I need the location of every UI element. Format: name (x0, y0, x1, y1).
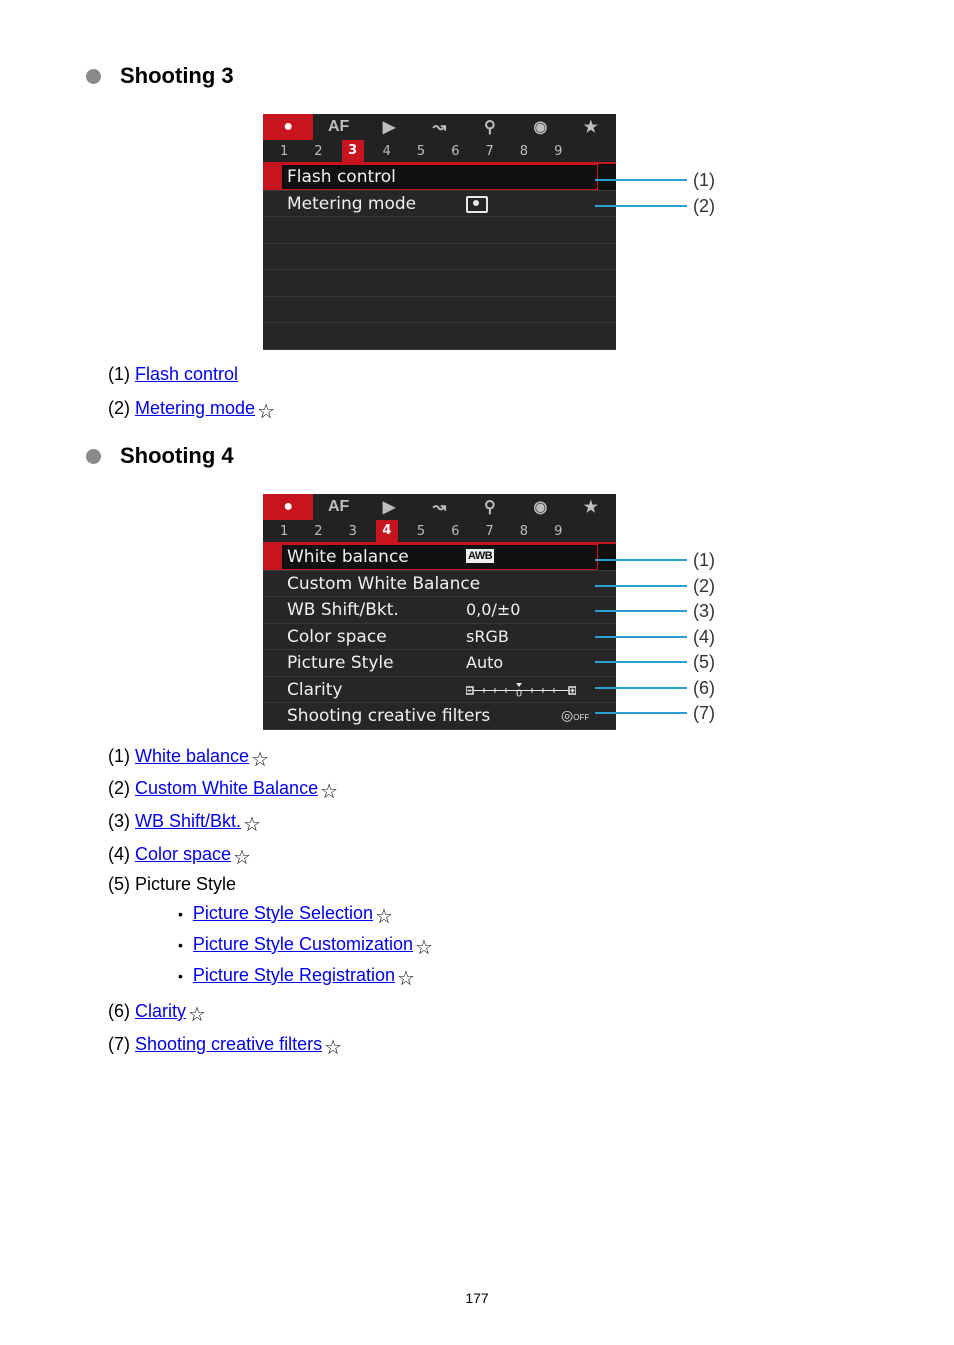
camera-tab-icon[interactable]: ● (263, 114, 313, 140)
menu-row-flash-control[interactable] (263, 164, 616, 191)
item-number: (1) (108, 746, 130, 766)
camera-menu-screen-shooting-4 (263, 494, 616, 730)
star-icon: ☆ (243, 814, 261, 836)
menu-row-custom-white-balance[interactable] (263, 571, 616, 598)
subtab-9[interactable]: 9 (554, 143, 563, 159)
callout-line (595, 205, 687, 207)
item-text: Picture Style (135, 874, 237, 894)
empty-menu-row (263, 270, 616, 297)
callout-3 (595, 601, 715, 621)
link-picture-style-registration[interactable]: Picture Style Registration (192, 965, 395, 985)
subtab-7[interactable]: 7 (485, 143, 494, 159)
star-icon: ☆ (375, 906, 393, 928)
bullet-icon: • (178, 967, 183, 984)
evaluative-metering-icon (466, 196, 488, 213)
list-item (108, 999, 206, 1024)
playback-tab-icon[interactable]: ▶ (382, 119, 396, 136)
menu-row-value: 0,0/±0 (466, 600, 521, 619)
link-wb-shift[interactable]: WB Shift/Bkt. (135, 811, 242, 831)
link-color-space[interactable]: Color space (135, 844, 232, 864)
star-icon: ☆ (415, 937, 433, 959)
star-icon: ☆ (324, 1037, 343, 1059)
callout-line (595, 179, 687, 181)
menu-row-picture-style[interactable] (263, 650, 616, 677)
menu-row-wb-shift[interactable] (263, 597, 616, 624)
subtab-2[interactable]: 2 (314, 143, 323, 159)
empty-menu-row (263, 297, 616, 324)
callout-label: (7) (693, 702, 715, 723)
bullet-icon: • (178, 936, 183, 953)
empty-menu-row (263, 217, 616, 244)
clarity-scale-icon (466, 683, 576, 697)
menu-row-label: Custom White Balance (287, 573, 481, 594)
callout-label: (6) (693, 677, 715, 698)
item-number: (4) (108, 844, 130, 864)
callout-2 (595, 196, 715, 216)
playback-tab-icon[interactable]: ▶ (382, 499, 396, 516)
menu-row-label: Flash control (287, 167, 396, 187)
link-custom-white-balance[interactable]: Custom White Balance (135, 778, 319, 798)
callout-1 (595, 170, 715, 190)
subtab-6[interactable]: 6 (451, 143, 460, 159)
subtab-1[interactable]: 1 (280, 143, 289, 159)
list-item (108, 396, 275, 421)
subtab-3[interactable]: 3 (348, 523, 357, 539)
callout-line (595, 585, 687, 587)
subtab-1[interactable]: 1 (280, 523, 289, 539)
item-number: (3) (108, 811, 130, 831)
wireless-tab-icon[interactable]: ↝ (432, 499, 447, 516)
camera-tab-icon[interactable]: ● (263, 494, 313, 520)
menu-row-label: Clarity (287, 679, 343, 700)
callout-label: (4) (693, 626, 715, 647)
callout-line (595, 610, 687, 612)
star-icon: ☆ (233, 847, 251, 869)
callout-label: (2) (693, 195, 715, 216)
link-shooting-creative-filters[interactable]: Shooting creative filters (135, 1034, 323, 1054)
subtab-4-active[interactable]: 4 (376, 520, 398, 542)
list-item (108, 842, 251, 867)
awb-icon: AWB (468, 550, 493, 562)
list-item (108, 364, 238, 385)
star-icon: ☆ (251, 749, 270, 771)
callout-line (595, 712, 687, 714)
callout-label: (5) (693, 651, 715, 672)
my-menu-star-icon[interactable]: ★ (583, 499, 598, 516)
setup-tab-icon[interactable]: ⚲ (484, 119, 496, 136)
star-icon: ☆ (188, 1004, 206, 1026)
callout-4 (595, 627, 715, 647)
menu-row-label: White balance (287, 547, 409, 567)
list-item (108, 744, 269, 769)
subtab-4[interactable]: 4 (382, 143, 391, 159)
menu-row-value: sRGB (466, 626, 509, 646)
custom-tab-icon[interactable]: ◉ (533, 499, 548, 516)
list-item (108, 776, 338, 801)
section-title: Shooting 3 (120, 63, 234, 88)
tab-icon-bar (263, 114, 616, 140)
link-metering-mode[interactable]: Metering mode (135, 398, 256, 418)
menu-row-white-balance[interactable] (263, 544, 616, 571)
subtab-6[interactable]: 6 (451, 523, 460, 539)
callout-label: (3) (693, 600, 715, 621)
callout-line (595, 687, 687, 689)
link-picture-style-selection[interactable]: Picture Style Selection (192, 903, 373, 923)
menu-row-label: Picture Style (287, 653, 394, 673)
wireless-tab-icon[interactable]: ↝ (432, 119, 447, 136)
menu-row-clarity[interactable] (263, 677, 616, 704)
menu-row-value: Auto (466, 653, 504, 672)
af-tab-icon[interactable]: AF (327, 498, 350, 515)
link-picture-style-customization[interactable]: Picture Style Customization (192, 934, 413, 954)
setup-tab-icon[interactable]: ⚲ (484, 499, 496, 516)
sub-list-item (178, 932, 433, 957)
sub-list-item (178, 901, 393, 926)
subtab-8[interactable]: 8 (519, 523, 529, 539)
bullet-icon (86, 449, 101, 464)
clarity-value: 0 (515, 688, 523, 697)
subtab-7[interactable]: 7 (485, 523, 494, 539)
menu-row-label: Color space (287, 626, 387, 647)
menu-row-metering-mode[interactable] (263, 191, 616, 218)
list-item (108, 874, 236, 895)
af-tab-icon[interactable]: AF (327, 118, 350, 135)
callout-label: (1) (693, 549, 715, 570)
subtab-number-row (263, 140, 616, 164)
menu-row-shooting-creative-filters[interactable] (263, 703, 616, 730)
subtab-9[interactable]: 9 (554, 523, 563, 539)
callout-7 (595, 703, 715, 723)
item-number: (2) (108, 398, 130, 418)
empty-menu-row (263, 244, 616, 271)
section-heading-shooting-3 (86, 61, 234, 91)
star-icon: ☆ (257, 401, 275, 423)
subtab-3-active[interactable]: 3 (342, 140, 364, 162)
callout-5 (595, 652, 715, 672)
bullet-icon (86, 69, 101, 84)
menu-row-color-space[interactable] (263, 624, 616, 651)
subtab-5[interactable]: 5 (416, 143, 426, 159)
list-item (108, 1032, 342, 1057)
link-clarity[interactable]: Clarity (135, 1001, 187, 1021)
sub-list-item (178, 963, 415, 988)
page-number: 177 (465, 1290, 489, 1306)
item-number: (7) (108, 1034, 130, 1054)
callout-6 (595, 678, 715, 698)
item-number: (1) (108, 364, 130, 384)
my-menu-star-icon[interactable]: ★ (583, 119, 598, 136)
callout-label: (2) (693, 575, 715, 596)
menu-row-label: WB Shift/Bkt. (287, 600, 399, 620)
star-icon: ☆ (397, 968, 415, 990)
subtab-5[interactable]: 5 (416, 523, 426, 539)
callout-2 (595, 576, 715, 596)
creative-filter-off-icon: ◎OFF (561, 707, 590, 723)
bullet-icon: • (178, 905, 183, 922)
item-number: (5) (108, 874, 130, 894)
callout-line (595, 559, 687, 561)
subtab-number-row (263, 520, 616, 544)
callout-line (595, 636, 687, 638)
section-heading-shooting-4 (86, 441, 234, 471)
menu-row-label: Shooting creative filters (287, 706, 491, 726)
camera-menu-screen-shooting-3 (263, 114, 616, 350)
list-item (108, 809, 261, 834)
callout-label: (1) (693, 169, 715, 190)
section-title: Shooting 4 (120, 443, 234, 468)
link-flash-control[interactable]: Flash control (135, 364, 239, 384)
star-icon: ☆ (320, 781, 339, 803)
link-white-balance[interactable]: White balance (135, 746, 250, 766)
callout-line (595, 661, 687, 663)
item-number: (2) (108, 778, 130, 798)
item-number: (6) (108, 1001, 130, 1021)
subtab-8[interactable]: 8 (519, 143, 529, 159)
custom-tab-icon[interactable]: ◉ (533, 119, 548, 136)
menu-row-label: Metering mode (287, 193, 417, 214)
empty-menu-row (263, 323, 616, 350)
callout-1 (595, 550, 715, 570)
subtab-2[interactable]: 2 (314, 523, 323, 539)
tab-icon-bar (263, 494, 616, 520)
